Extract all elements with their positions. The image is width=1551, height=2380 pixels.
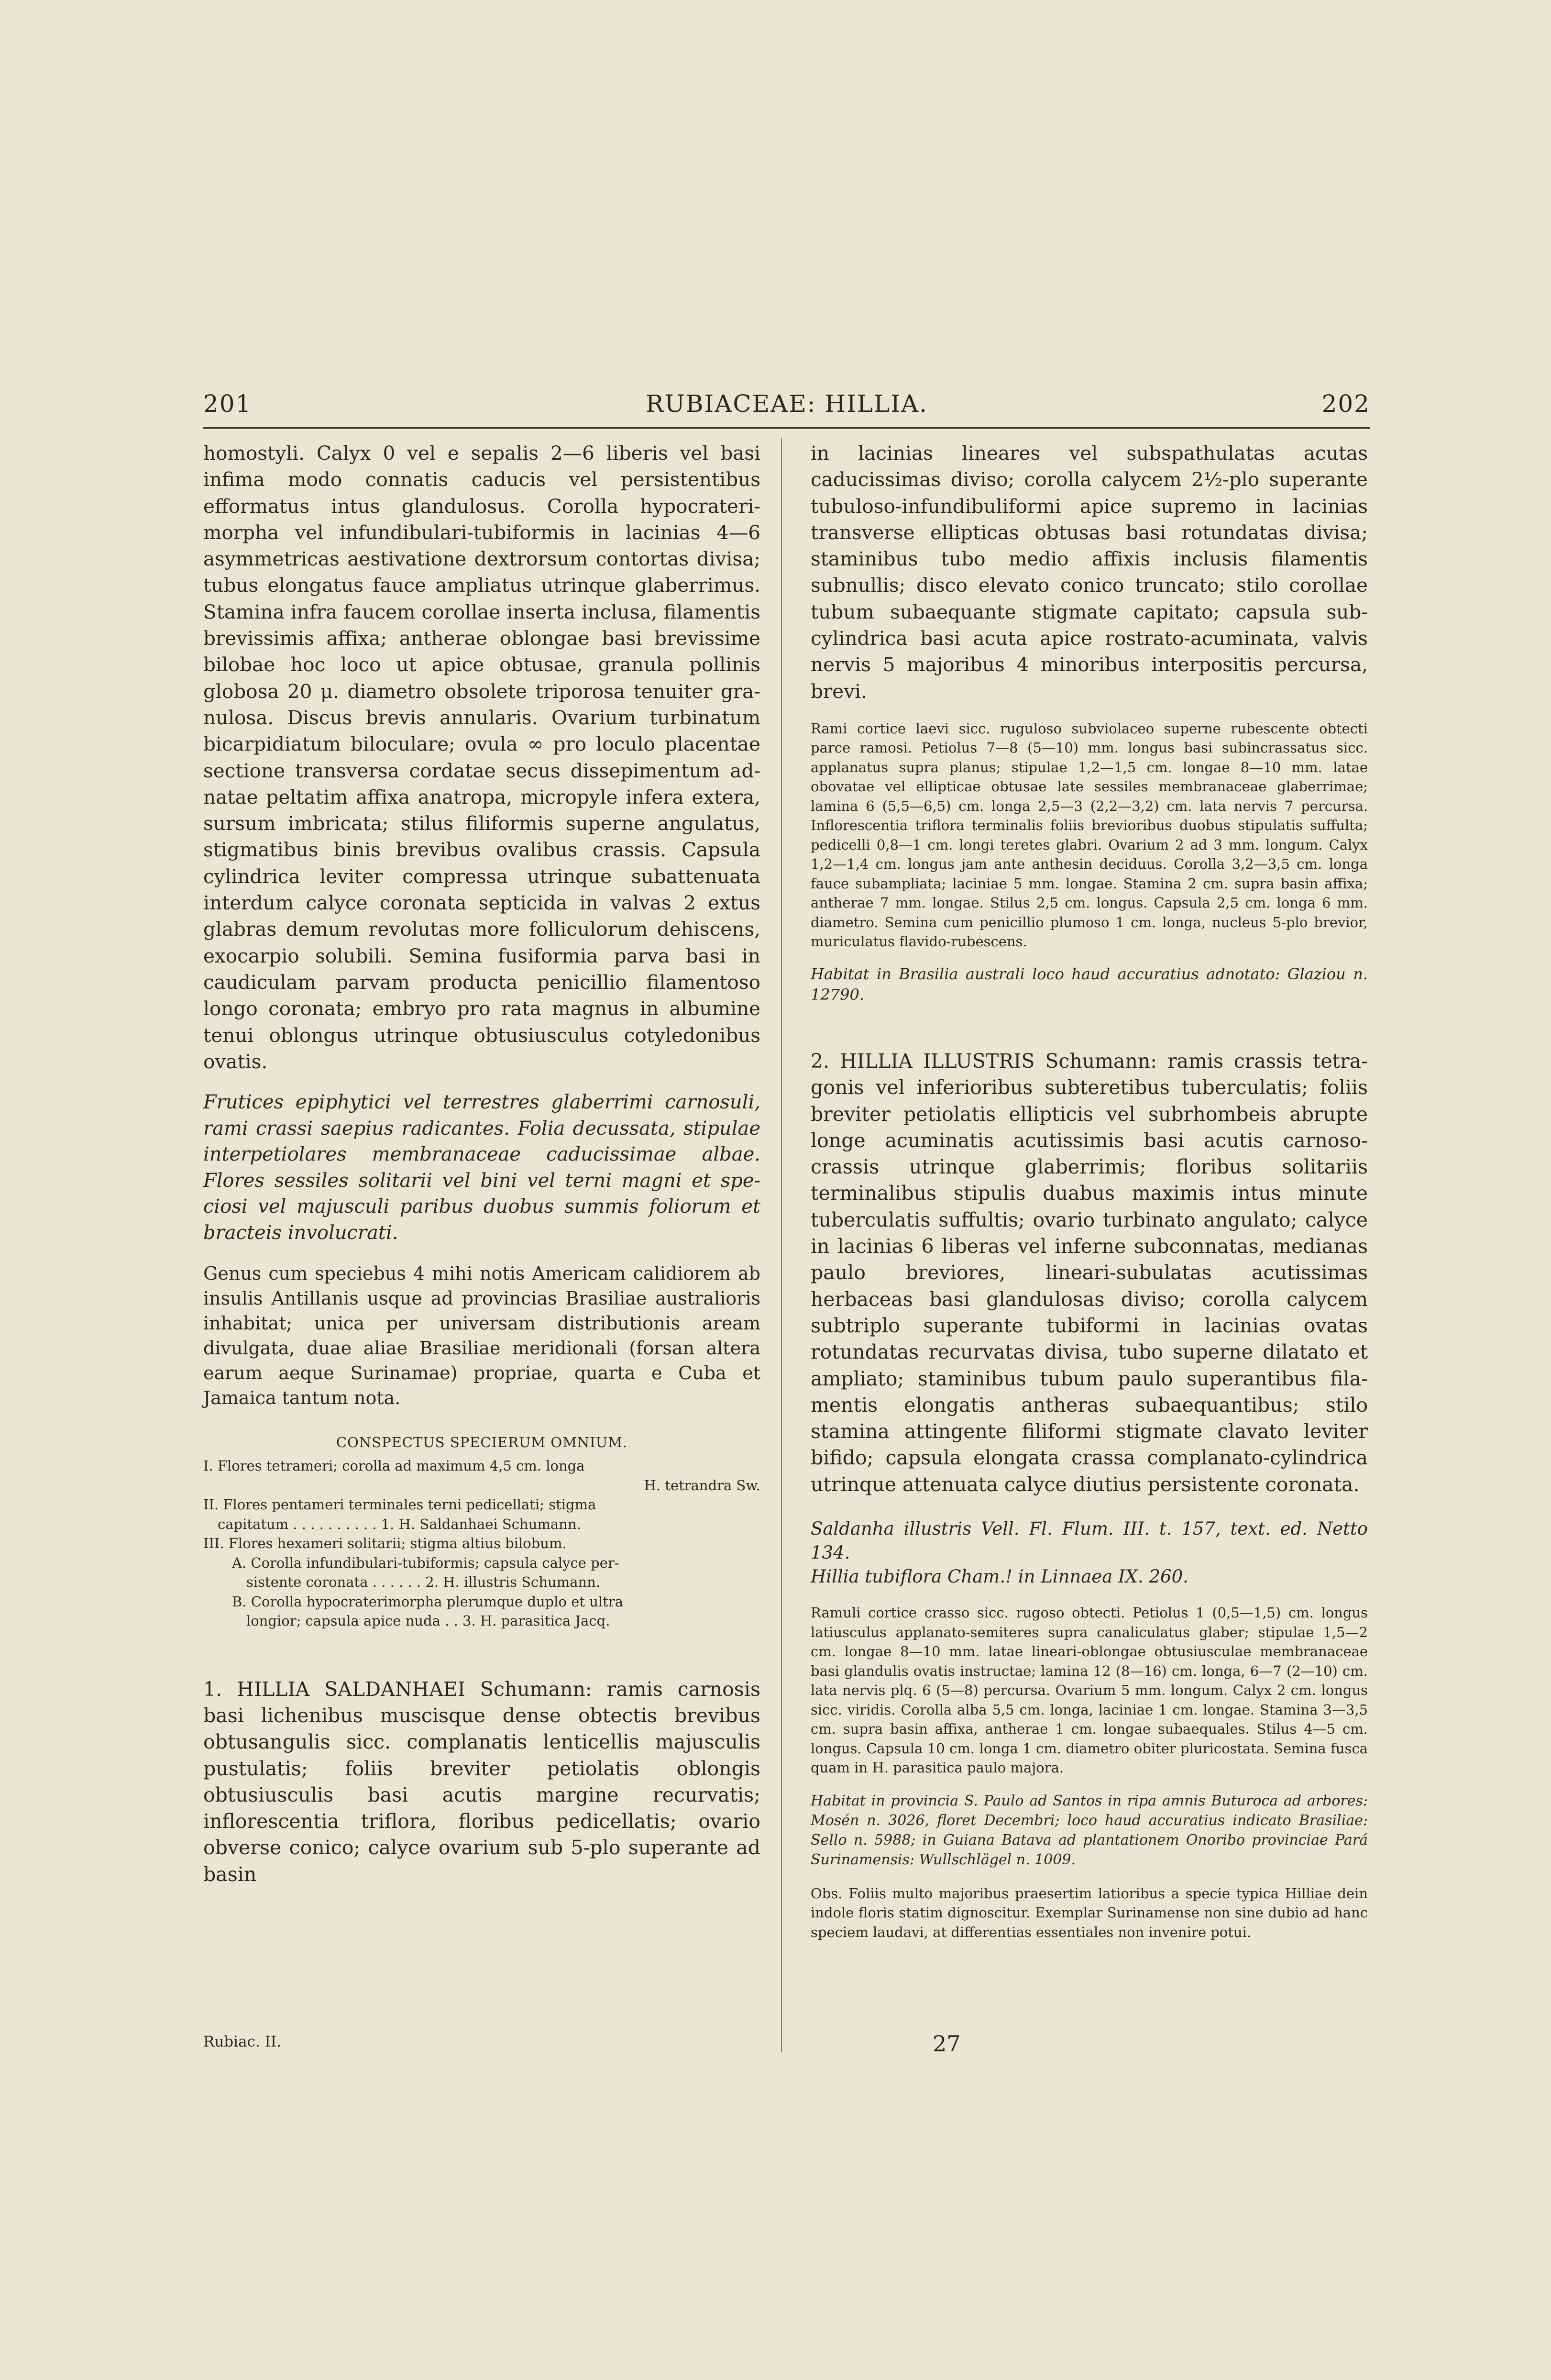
- running-header: [203, 390, 1370, 423]
- running-title: RUBIACEAE: HILLIA.: [645, 390, 928, 418]
- header-rule: [203, 427, 1370, 429]
- genus-description: homostyli. Calyx 0 vel e sepalis 2—6 liberis vel basi infima modo connatis caducis vel persistentibus efformatus intus glandulosus. Corolla hypocraterimorpha vel infundibulari-tubiformis in lacinias 4—6 asymmetricas aestivatione dextrorsum contortas divisa; tubus elongatus fauce ampliatus utrinque glaberrimus. Stamina infra faucem corollae inserta inclusa, filamentis brevissimis affixa; antherae oblongae basi brevissime bilobae hoc loco ut apice obtusae, granula pollinis globosa 20 μ. diametro obsolete triporosa tenuiter granulosa. Discus brevis annularis. Ovarium turbinatum bicarpidiatum biloculare; ovula ∞ pro loculo placentae sectione transversa cordatae secus dissepimentum adnatae peltatim affixa anatropa, micropyle infera extera, sursum imbricata; stilus filiformis superne angulatus, stigmatibus binis brevibus ovalibus crassis. Capsula cylindrica leviter compressa utrinque subattenuata interdum calyce coronata septicida in valvas 2 extus glabras demum revolutas more folliculorum dehiscens, exocarpio solubili. Semina fusiformia parva basi in caudiculam parvam producta penicillio filamentoso longo coronata; embryo pro rata magnus in albumine tenui oblongus utrinque obtusiusculus cotyledonibus ovatis.: [203, 442, 760, 1073]
- species-2-description: 2. HILLIA ILLUSTRIS Schumann: ramis crassis tetragonis vel inferioribus subteretibus tuberculatis; foliis breviter petiolatis ellipticis vel subrhombeis abrupte longe acuminatis acutissimis basi acutis carnoso-crassis utrinque glaberrimis; floribus solitariis terminalibus stipulis duabus maximis intus minute tuberculatis suffultis; ovario turbinato angulato; calyce in lacinias 6 liberas vel inferne subconnatas, medianas paulo breviores, lineari-subulatas acutissimas herbaceas basi glandulosas diviso; corolla calycem subtriplo superante tubiformi in lacinias ovatas rotundatas recurvatas divisa, tubo superne dilatato et ampliato; staminibus tubum paulo superantibus filamentis elongatis antheras subaequantibus; stilo stamina attingente filiformi stigmate clavato leviter bifido; capsula elongata crassa complanato-cylindrica utrinque attenuata calyce diutius persistente coronata.: [811, 1049, 1368, 1496]
- species-1-habitat: Habitat in Brasilia australi loco haud accuratius adnotato: Glaziou n. 12790.: [811, 964, 1368, 1004]
- right-column: [811, 440, 1368, 1942]
- conspectus-line: H. tetrandra Sw.: [644, 1477, 760, 1494]
- conspectus-line: I. Flores tetrameri; corolla ad maximum 4,5 cm. longa: [203, 1458, 585, 1474]
- signature-mark: Rubiac. II.: [203, 2033, 281, 2050]
- species-2-reference: Hillia tubiflora Cham.! in Linnaea IX. 260.: [811, 1566, 1188, 1587]
- left-column: [203, 440, 760, 1888]
- species-2-reference: Saldanha illustris Vell. Fl. Flum. III. t. 157, text. ed. Netto 134.: [811, 1518, 1368, 1563]
- conspectus-line: longior; capsula apice nuda . . 3. H. parasitica Jacq.: [246, 1613, 610, 1629]
- species-2-observation: Obs. Foliis multo majoribus praesertim latioribus a specie typica Hilliae dein indole floris statim dignoscitur. Exemplar Surinamense non sine dubio ad hanc speciem laudavi, at differentias essentiales non invenire potui.: [811, 1885, 1368, 1940]
- page-number-left: 201: [203, 390, 252, 418]
- genus-distribution-note: Genus cum speciebus 4 mihi notis Americam calidiorem ab insulis Antillanis usque ad provincias Brasiliae australioris inhabitat; unica per universam distributionis aream divulgata, duae aliae Brasiliae meridionali (forsan altera earum aeque Surinamae) propriae, quarta e Cuba et Jamaica tantum nota.: [203, 1263, 760, 1409]
- conspectus-line: sistente coronata . . . . . . 2. H. illustris Schumann.: [246, 1574, 601, 1591]
- conspectus-title: CONSPECTUS SPECIERUM OMNIUM.: [336, 1434, 628, 1451]
- conspectus-line: A. Corolla infundibulari-tubiformis; capsula calyce per-: [232, 1554, 619, 1571]
- species-1-description: 1. HILLIA SALDANHAEI Schumann: ramis carnosis basi lichenibus muscisque dense obtectis brevibus obtusangulis sicc. complanatis lenticellis majusculis pustulatis; foliis breviter petiolatis oblongis obtusiusculis basi acutis margine recurvatis; inflorescentia triflora, floribus pedicellatis; ovario obverse conico; calyce ovarium sub 5-plo superante ad basin: [203, 1677, 760, 1886]
- conspectus-list: [203, 1456, 760, 1631]
- species-1-continuation: in lacinias lineares vel subspathulatas acutas caducissimas diviso; corolla calycem 2½-plo superante tubuloso-infundibuliformi apice supremo in lacinias transverse ellipticas obtusas basi rotundatas divisa; staminibus tubo medio affixis inclusis filamentis subnullis; disco elevato conico truncato; stilo corollae tubum subaequante stigmate capitato; capsula subcylindrica basi acuta apice rostrato-acuminata, valvis nervis 5 majoribus 4 minoribus interpositis percursa, brevi.: [811, 442, 1368, 703]
- species-2-details: Ramuli cortice crasso sicc. rugoso obtecti. Petiolus 1 (0,5—1,5) cm. longus latiusculus applanato-semiteres supra canaliculatus glaber; stipulae 1,5—2 cm. longae 8—10 mm. latae lineari-oblongae obtusiusculae membranaceae basi glandulis ovatis instructae; lamina 12 (8—16) cm. longa, 6—7 (2—10) cm. lata nervis plq. 6 (5—8) percursa. Ovarium 5 mm. longum. Calyx 2 cm. longus sicc. viridis. Corolla alba 5,5 cm. longa, laciniae 1 cm. longae. Stamina 3—3,5 cm. supra basin affixa, antherae 1 cm. longae subaequales. Stilus 4—5 cm. longus. Capsula 10 cm. longa 1 cm. diametro obiter pluricostata. Semina fusca quam in H. parasitica paulo majora.: [811, 1605, 1368, 1776]
- conspectus-line: capitatum . . . . . . . . . . 1. H. Saldanhaei Schumann.: [218, 1516, 581, 1532]
- column-divider: [781, 438, 782, 2052]
- genus-diagnosis: Frutices epiphytici vel terrestres glaberrimi carnosuli, rami crassi saepius radicantes. Folia decussata, stipulae interpetiolares membranaceae caducissimae albae. Flores sessiles solitarii vel bini vel terni magni et speciosi vel majusculi paribus duobus summis foliorum et bracteis involucrati.: [203, 1091, 760, 1244]
- conspectus-line: III. Flores hexameri solitarii; stigma altius bilobum.: [203, 1535, 567, 1552]
- sheet-number: 27: [933, 2031, 961, 2057]
- page-number-right: 202: [1321, 390, 1370, 418]
- conspectus-line: B. Corolla hypocraterimorpha plerumque duplo et ultra: [232, 1593, 623, 1610]
- species-1-details: Rami cortice laevi sicc. ruguloso subviolaceo superne rubescente obtecti parce ramosi. Petiolus 7—8 (5—10) mm. longus basi subincrassatus sicc. applanatus supra planus; stipulae 1,2—1,5 cm. longae 8—10 mm. latae obovatae vel ellipticae obtusae late sessiles membranaceae glaberrimae; lamina 6 (5,5—6,5) cm. longa 2,5—3 (2,2—3,2) cm. lata nervis 7 percursa. Inflorescentia triflora terminalis foliis brevioribus duobus stipulatis suffulta; pedicelli 0,8—1 cm. longi teretes glabri. Ovarium 2 ad 3 mm. longum. Calyx 1,2—1,4 cm. longus jam ante anthesin deciduus. Corolla 3,2—3,5 cm. longa fauce subampliata; laciniae 5 mm. longae. Stamina 2 cm. supra basin affixa; antherae 7 mm. longae. Stilus 2,5 cm. longus. Capsula 2,5 cm. longa 6 mm. diametro. Semina cum penicillio plumoso 1 cm. longa, nucleus 5-plo brevior, muriculatus flavido-rubescens.: [811, 720, 1368, 950]
- conspectus-line: II. Flores pentameri terminales terni pedicellati; stigma: [203, 1496, 596, 1513]
- species-2-habitat: Habitat in provincia S. Paulo ad Santos in ripa amnis Buturoca ad arbores: Mosén n. 3026, floret Decembri; loco haud accuratius indicato Brasiliae: Sello n. 5988; in Guiana Batava ad plantationem Onoribo provinciae Pará Surinamensis: Wullschlägel n. 1009.: [811, 1792, 1368, 1868]
